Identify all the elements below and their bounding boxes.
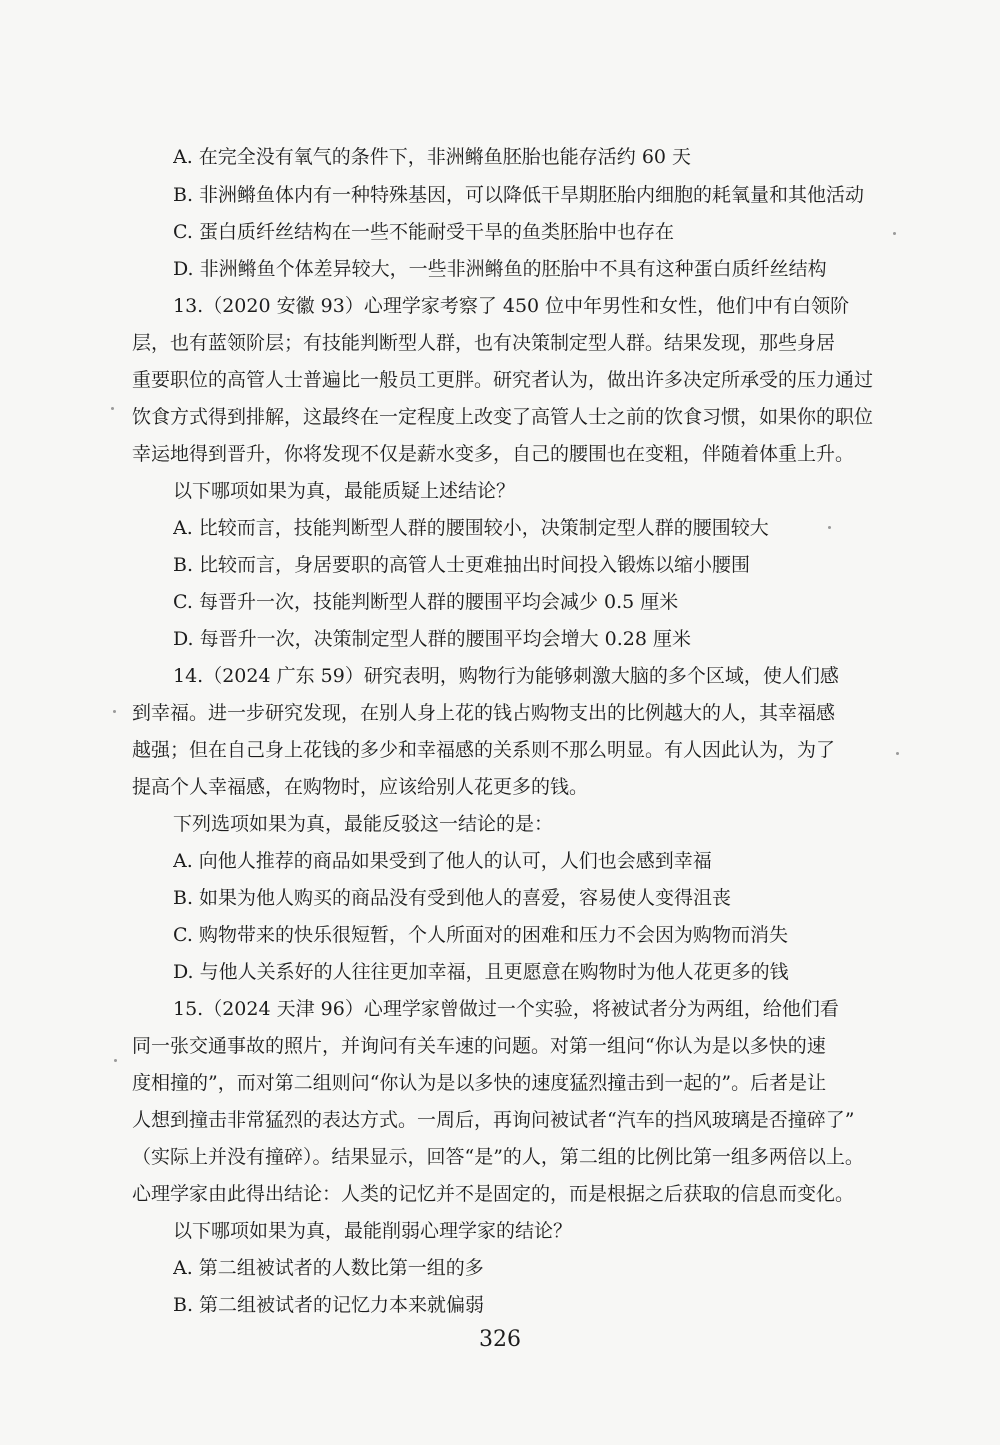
q13-option-d: D. 每晋升一次，决策制定型人群的腰围平均会增大 0.28 厘米: [173, 628, 692, 650]
q14-option-c: C. 购物带来的快乐很短暂，个人所面对的困难和压力不会因为购物而消失: [173, 924, 788, 946]
q13-stem-line-2: 层，也有蓝领阶层；有技能判断型人群，也有决策制定型人群。结果发现，那些身居: [132, 332, 836, 354]
scan-speck: [893, 232, 896, 235]
q13-stem-line-4: 饮食方式得到排解，这最终在一定程度上改变了高管人士之前的饮食习惯，如果你的职位: [132, 406, 874, 428]
q14-stem-line-2: 到幸福。进一步研究发现，在别人身上花的钱占购物支出的比例越大的人，其幸福感: [132, 702, 836, 724]
q13-stem-line-5: 幸运地得到晋升，你将发现不仅是薪水变多，自己的腰围也在变粗，伴随着体重上升。: [132, 443, 855, 465]
q15-stem-line-3: 度相撞的”，而对第二组则问“你认为是以多快的速度猛烈撞击到一起的”。后者是让: [132, 1072, 827, 1094]
q13-stem-line-1: 13.（2020 安徽 93）心理学家考察了 450 位中年男性和女性，他们中有白领阶: [173, 295, 850, 317]
q12-option-c: C. 蛋白质纤丝结构在一些不能耐受干旱的鱼类胚胎中也存在: [173, 221, 674, 243]
scan-speck: [113, 710, 116, 713]
q15-stem-line-1: 15.（2024 天津 96）心理学家曾做过一个实验，将被试者分为两组，给他们看: [173, 998, 839, 1020]
page-number: 326: [479, 1327, 521, 1352]
q15-stem-line-2: 同一张交通事故的照片，并询问有关车速的问题。对第一组问“你认为是以多快的速: [132, 1035, 826, 1057]
q15-stem-line-5: （实际上并没有撞碎）。结果显示，回答“是”的人，第二组的比例比第一组多两倍以上。: [132, 1146, 864, 1168]
q15-option-a: A. 第二组被试者的人数比第一组的多: [173, 1257, 484, 1279]
q15-question: 以下哪项如果为真，最能削弱心理学家的结论？: [173, 1220, 573, 1242]
scan-speck: [828, 526, 831, 529]
q13-question: 以下哪项如果为真，最能质疑上述结论？: [173, 480, 516, 502]
q13-option-c: C. 每晋升一次，技能判断型人群的腰围平均会减少 0.5 厘米: [173, 591, 679, 613]
q15-stem-line-6: 心理学家由此得出结论：人类的记忆并不是固定的，而是根据之后获取的信息而变化。: [132, 1183, 855, 1205]
q15-stem-line-4: 人想到撞击非常猛烈的表达方式。一周后，再询问被试者“汽车的挡风玻璃是否撞碎了”: [132, 1109, 855, 1131]
q12-option-b: B. 非洲鳉鱼体内有一种特殊基因，可以降低干旱期胚胎内细胞的耗氧量和其他活动: [173, 184, 865, 206]
q13-option-b: B. 比较而言，身居要职的高管人士更难抽出时间投入锻炼以缩小腰围: [173, 554, 751, 576]
q14-option-d: D. 与他人关系好的人往往更加幸福，且更愿意在购物时为他人花更多的钱: [173, 961, 789, 983]
q14-option-a: A. 向他人推荐的商品如果受到了他人的认可，人们也会感到幸福: [173, 850, 712, 872]
q13-stem-line-3: 重要职位的高管人士普遍比一般员工更胖。研究者认为，做出许多决定所承受的压力通过: [132, 369, 874, 391]
q15-option-b: B. 第二组被试者的记忆力本来就偏弱: [173, 1294, 485, 1316]
q14-stem-line-3: 越强；但在自己身上花钱的多少和幸福感的关系则不那么明显。有人因此认为，为了: [132, 739, 836, 761]
scan-speck: [114, 1059, 117, 1062]
scan-speck: [896, 752, 899, 755]
scan-speck: [111, 407, 114, 410]
q13-option-a: A. 比较而言，技能判断型人群的腰围较小，决策制定型人群的腰围较大: [173, 517, 769, 539]
q12-option-d: D. 非洲鳉鱼个体差异较大，一些非洲鳉鱼的胚胎中不具有这种蛋白质纤丝结构: [173, 258, 827, 280]
q14-question: 下列选项如果为真，最能反驳这一结论的是：: [173, 813, 554, 835]
q12-option-a: A. 在完全没有氧气的条件下，非洲鳉鱼胚胎也能存活约 60 天: [173, 146, 692, 168]
q14-option-b: B. 如果为他人购买的商品没有受到他人的喜爱，容易使人变得沮丧: [173, 887, 732, 909]
q14-stem-line-1: 14.（2024 广东 59）研究表明，购物行为能够刺激大脑的多个区域，使人们感: [173, 665, 839, 687]
q14-stem-line-4: 提高个人幸福感，在购物时，应该给别人花更多的钱。: [132, 776, 589, 798]
